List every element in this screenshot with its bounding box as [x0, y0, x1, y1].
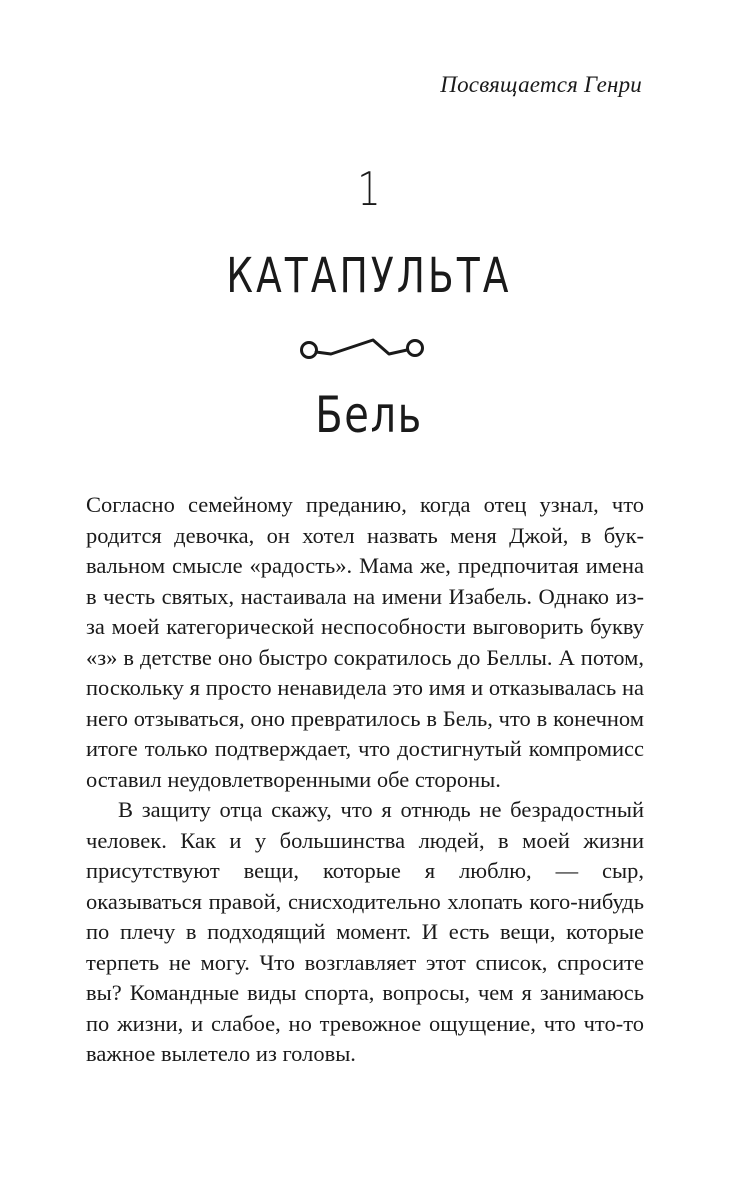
- paragraph-2: В защиту отца скажу, что я отнюдь не безрадостный человек. Как и у большинства людей, в моей жизни присутствуют вещи, которые я люблю, — сыр, оказываться правой, снисходительно хлопать кого-нибудь по плечу в подходящий момент. И есть вещи, которые терпеть не могу. Что возглавляет этот список, спросите вы? Командные виды спорта, вопросы, чем я занимаюсь по жизни, и слабое, но тревожное ощущение, что что-то важное вылетело из головы.: [86, 797, 644, 1066]
- chapter-number: 1: [357, 162, 381, 216]
- character-name: Бель: [315, 386, 423, 444]
- body-text: [86, 490, 644, 1070]
- dedication: Посвящается Генри: [440, 72, 642, 97]
- chapter-title: КАТАПУЛЬТА: [226, 248, 512, 304]
- paragraph-1: Согласно семейному преданию, когда отец узнал, что родится девочка, он хотел назвать меня Джой, в буквальном смысле «радость». Мама же, предпочитая имена в честь святых, настаивала на имени Изабель. Однако из-за моей категорической неспособности выговорить букву «з» в детстве оно быстро сократилось до Беллы. А потом, поскольку я просто ненавидела это имя и отказывалась на него отзываться, оно превратилось в Бель, что в конечном итоге только подтверждает, что достигнутый компромисс оставил неудовлетворенными обе стороны.: [86, 492, 644, 792]
- loop-line-ornament-icon: [295, 330, 435, 366]
